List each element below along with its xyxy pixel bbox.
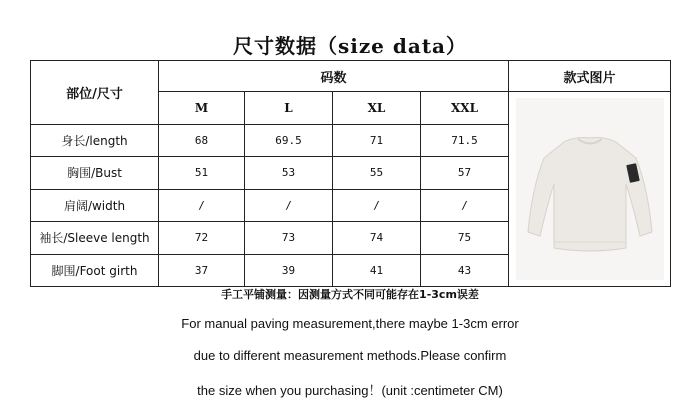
- measurement-note-en-line2: due to different measurement methods.Please confirm: [193, 348, 507, 363]
- size-header-xl: XL: [333, 92, 421, 125]
- row-label-sleeve-length: 袖长/Sleeve length: [31, 222, 159, 255]
- table-cell: 37: [159, 254, 245, 287]
- size-group-label: 码数: [159, 61, 509, 92]
- measurement-note-en-line1: For manual paving measurement,there maybe 1-3cm error: [181, 316, 519, 331]
- image-header: 款式图片: [509, 61, 671, 92]
- row-label-width: 肩阔/width: [31, 189, 159, 222]
- table-cell: 39: [245, 254, 333, 287]
- table-cell: 41: [333, 254, 421, 287]
- row-label-foot-girth: 脚围/Foot girth: [31, 254, 159, 287]
- product-image-cell: [509, 92, 671, 287]
- table-cell: /: [159, 189, 245, 222]
- sweater-illustration: [516, 98, 664, 280]
- table-cell: 75: [421, 222, 509, 255]
- table-cell: 74: [333, 222, 421, 255]
- table-cell: 71.5: [421, 124, 509, 157]
- table-cell: 55: [333, 157, 421, 190]
- row-label-length: 身长/length: [31, 124, 159, 157]
- table-cell: 53: [245, 157, 333, 190]
- table-cell: 43: [421, 254, 509, 287]
- table-cell: 57: [421, 157, 509, 190]
- table-cell: 71: [333, 124, 421, 157]
- table-cell: 68: [159, 124, 245, 157]
- product-image: [516, 98, 664, 280]
- size-header-xxl: XXL: [421, 92, 509, 125]
- table-cell: 72: [159, 222, 245, 255]
- corner-label: 部位/尺寸: [31, 61, 159, 125]
- size-header-l: L: [245, 92, 333, 125]
- measurement-note-cn: 手工平铺测量：因测量方式不同可能存在1-3cm误差: [221, 288, 479, 301]
- table-cell: 51: [159, 157, 245, 190]
- measurement-note-en-line3: the size when you purchasing！(unit :centimeter CM): [197, 383, 503, 398]
- table-cell: /: [245, 189, 333, 222]
- table-cell: /: [421, 189, 509, 222]
- table-cell: 69.5: [245, 124, 333, 157]
- table-cell: 73: [245, 222, 333, 255]
- page-title: 尺寸数据（size data）: [232, 34, 468, 58]
- table-cell: /: [333, 189, 421, 222]
- size-header-m: M: [159, 92, 245, 125]
- size-table: [30, 60, 671, 287]
- row-label-bust: 胸围/Bust: [31, 157, 159, 190]
